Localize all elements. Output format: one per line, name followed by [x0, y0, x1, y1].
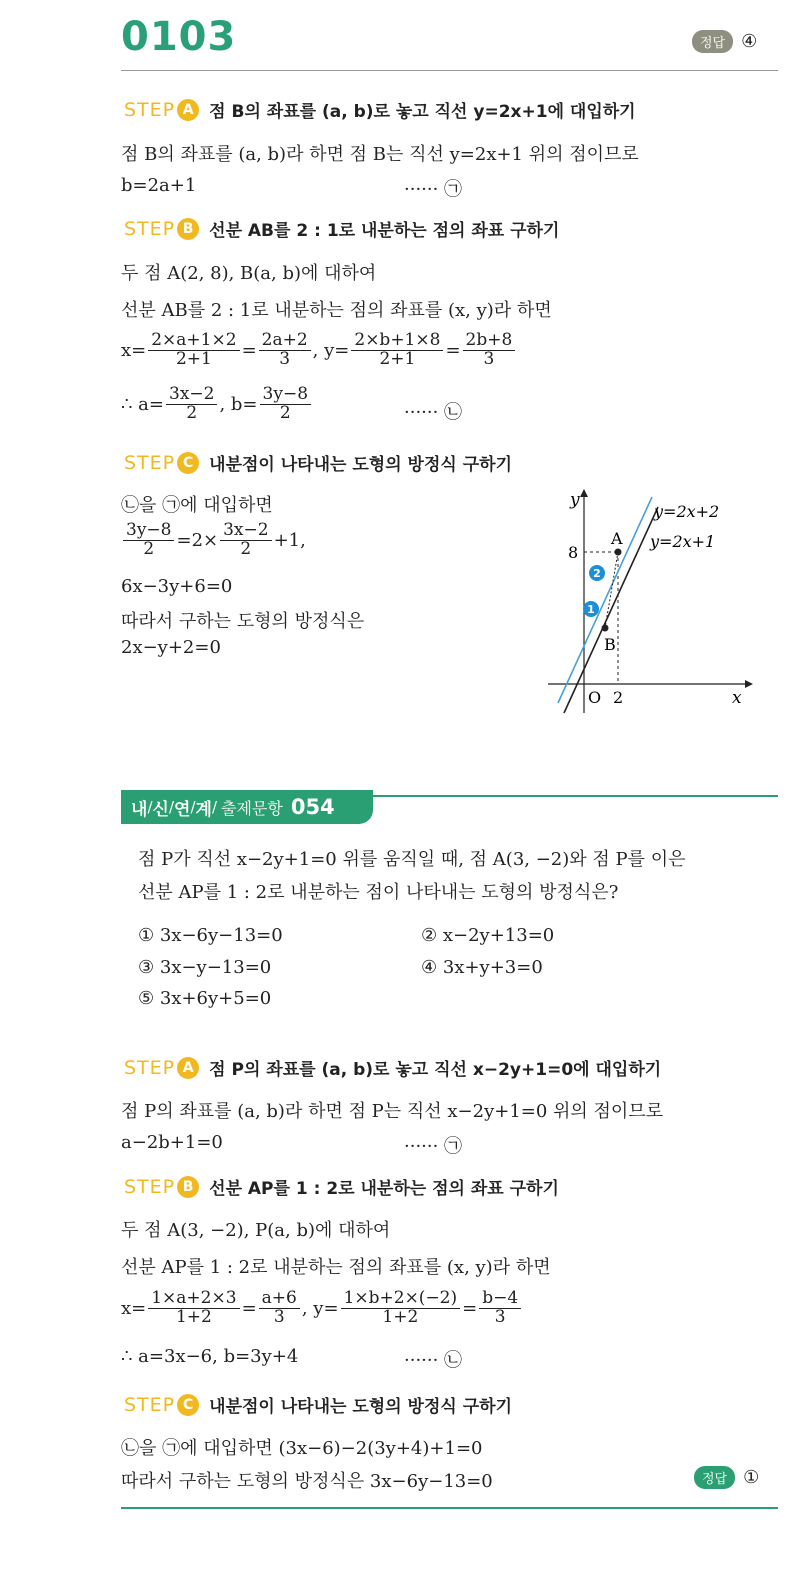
denominator: 3 [273, 1306, 285, 1327]
answer-value: ① [743, 1467, 760, 1488]
choice-item: ① 3x−6y−13=0 [138, 925, 283, 946]
fraction [463, 332, 516, 369]
origin-label: O [588, 688, 602, 707]
step-c-heading [124, 450, 512, 475]
coordinate-equation [121, 1290, 523, 1327]
step-letter-badge: C [177, 1394, 199, 1416]
line-graph [540, 485, 760, 720]
body-text: 두 점 A(3, −2), P(a, b)에 대하여 [121, 1220, 391, 1241]
choice-item: ④ 3x+y+3=0 [421, 957, 543, 978]
denominator: 2 [143, 538, 155, 559]
x-lhs: x= [121, 1297, 147, 1319]
body-text: 점 B의 좌표를 (a, b)라 하면 점 B는 직선 y=2x+1 위의 점이므로 [121, 144, 639, 165]
answer-indicator [692, 30, 757, 53]
denominator: 3 [279, 348, 291, 369]
numerator: 1×b+2×(−2) [341, 1290, 461, 1309]
result-equation: 따라서 구하는 도형의 방정식은 3x−6y−13=0 [121, 1471, 493, 1492]
body-text: 두 점 A(2, 8), B(a, b)에 대하여 [121, 263, 377, 284]
step-b-heading [124, 216, 559, 241]
step-title: 점 B의 좌표를 (a, b)로 놓고 직선 y=2x+1에 대입하기 [209, 102, 636, 122]
step-title: 선분 AB를 2 : 1로 내분하는 점의 좌표 구하기 [209, 221, 560, 241]
fraction [220, 522, 271, 559]
equals: = [241, 1297, 257, 1319]
answer-indicator [694, 1466, 759, 1489]
step-letter-badge: A [177, 1057, 199, 1079]
equation-ref: ······ ㉠ [404, 1136, 463, 1157]
equation: a−2b+1=0 [121, 1132, 223, 1153]
segment-ab [605, 552, 618, 628]
denominator: 1+2 [382, 1306, 419, 1327]
equals: = [241, 339, 257, 361]
step-letter-badge: B [177, 1176, 199, 1198]
question-text: 선분 AP를 1 : 2로 내분하는 점이 나타내는 도형의 방정식은? [138, 882, 619, 903]
numerator: 2b+8 [463, 332, 516, 351]
x-axis-label: x [732, 688, 742, 708]
step-a-heading [124, 97, 636, 122]
b-lhs: , b= [219, 393, 258, 415]
denominator: 2+1 [175, 348, 212, 369]
banner-part: 연 [174, 799, 191, 820]
black-line-label: y=2x+1 [650, 532, 716, 551]
step-label: STEP [124, 1175, 176, 1198]
related-banner [121, 790, 373, 824]
step-label: STEP [124, 98, 176, 121]
denominator: 2 [186, 402, 198, 423]
fraction [123, 522, 174, 559]
therefore-equation [121, 386, 313, 423]
blue-line-label: y=2x+2 [654, 502, 720, 521]
step-title: 점 P의 좌표를 (a, b)로 놓고 직선 x−2y+1=0에 대입하기 [209, 1060, 662, 1080]
banner-slash: / [168, 798, 174, 816]
problem-number: 0103 [121, 14, 237, 60]
step-label: STEP [124, 217, 176, 240]
banner-part: 내 [131, 799, 148, 820]
choice-item: ③ 3x−y−13=0 [138, 957, 272, 978]
step-a-heading [124, 1055, 661, 1080]
fraction [341, 1290, 461, 1327]
equation-ref: ······ ㉠ [404, 179, 463, 200]
equals: = [462, 1297, 478, 1319]
step-title: 내분점이 나타내는 도형의 방정식 구하기 [209, 1397, 512, 1417]
banner-slash: / [190, 798, 196, 816]
equals: = [445, 339, 461, 361]
numerator: 2×a+1×2 [148, 332, 239, 351]
tick-x-label: 2 [613, 688, 624, 707]
step-title: 내분점이 나타내는 도형의 방정식 구하기 [209, 455, 512, 475]
therefore-lhs: ∴ a= [121, 393, 164, 415]
marker-1-label: 1 [587, 603, 595, 616]
coordinate-equation [121, 332, 517, 369]
banner-number: 054 [290, 795, 335, 819]
denominator: 1+2 [175, 1306, 212, 1327]
tick-y-label: 8 [568, 543, 579, 562]
banner-part: 계 [195, 799, 212, 820]
header-divider [121, 70, 778, 71]
numerator: 2×b+1×8 [351, 332, 443, 351]
y-lhs: , y= [312, 339, 350, 361]
line-blue [558, 497, 652, 703]
point-a [615, 549, 622, 556]
numerator: 3x−2 [166, 386, 217, 405]
marker-2-label: 2 [593, 567, 601, 580]
denominator: 3 [494, 1306, 506, 1327]
denominator: 2+1 [379, 348, 416, 369]
step-title: 선분 AP를 1 : 2로 내분하는 점의 좌표 구하기 [209, 1179, 559, 1199]
body-text: 선분 AB를 2 : 1로 내분하는 점의 좌표를 (x, y)라 하면 [121, 300, 552, 321]
result-equation: 2x−y+2=0 [121, 637, 221, 658]
step-letter-badge: A [177, 99, 199, 121]
point-b-label: B [604, 635, 616, 654]
denominator: 2 [240, 538, 252, 559]
numerator: 1×a+2×3 [148, 1290, 239, 1309]
banner-slash: / [211, 798, 217, 816]
fraction [148, 1290, 239, 1327]
question-text: 점 P가 직선 x−2y+1=0 위를 움직일 때, 점 A(3, −2)와 점 P를 이은 [138, 849, 686, 870]
y-axis-arrow [580, 489, 588, 497]
fraction [351, 332, 443, 369]
choice-item: ② x−2y+13=0 [421, 925, 555, 946]
numerator: a+6 [259, 1290, 300, 1309]
plus-one: +1, [273, 529, 306, 551]
therefore-equation: ∴ a=3x−6, b=3y+4 [121, 1346, 299, 1367]
step-label: STEP [124, 1393, 176, 1416]
step-b-heading [124, 1174, 559, 1199]
denominator: 2 [279, 402, 291, 423]
banner-slash: / [147, 798, 153, 816]
fraction [260, 386, 311, 423]
answer-badge: 정답 [694, 1466, 735, 1489]
step-letter-badge: C [177, 452, 199, 474]
step-c-heading [124, 1392, 512, 1417]
point-a-label: A [611, 529, 623, 548]
answer-value: ④ [741, 31, 758, 52]
equation: 6x−3y+6=0 [121, 576, 233, 597]
related-banner-rule [373, 795, 778, 797]
body-text: 따라서 구하는 도형의 방정식은 [121, 611, 365, 632]
answer-badge: 정답 [692, 30, 733, 53]
step-label: STEP [124, 451, 176, 474]
y-lhs: , y= [301, 1297, 339, 1319]
denominator: 3 [483, 348, 495, 369]
body-text: 점 P의 좌표를 (a, b)라 하면 점 P는 직선 x−2y+1=0 위의 점이므로 [121, 1101, 664, 1122]
body-text: 선분 AP를 1 : 2로 내분하는 점의 좌표를 (x, y)라 하면 [121, 1257, 551, 1278]
body-text: ㉡을 ㉠에 대입하면 [121, 495, 273, 516]
body-text: ㉡을 ㉠에 대입하면 (3x−6)−2(3y+4)+1=0 [121, 1438, 483, 1459]
fraction [148, 332, 239, 369]
numerator: 3x−2 [220, 522, 271, 541]
fraction [166, 386, 217, 423]
fraction [259, 332, 311, 369]
y-axis-label: y [570, 490, 580, 510]
banner-tail: 출제문항 [221, 798, 283, 818]
numerator: 3y−8 [260, 386, 311, 405]
x-lhs: x= [121, 339, 147, 361]
numerator: b−4 [479, 1290, 521, 1309]
equals-times: =2× [176, 529, 219, 551]
point-b [602, 625, 609, 632]
equation-ref: ······ ㉡ [404, 1350, 463, 1371]
equation: b=2a+1 [121, 175, 197, 196]
fraction [259, 1290, 300, 1327]
choice-item: ⑤ 3x+6y+5=0 [138, 988, 272, 1009]
numerator: 2a+2 [259, 332, 311, 351]
substitution-equation [121, 522, 306, 559]
numerator: 3y−8 [123, 522, 174, 541]
step-letter-badge: B [177, 218, 199, 240]
banner-part: 신 [152, 799, 169, 820]
step-label: STEP [124, 1056, 176, 1079]
fraction [479, 1290, 521, 1327]
x-axis-arrow [745, 680, 753, 688]
footer-divider [121, 1507, 778, 1509]
equation-ref: ······ ㉡ [404, 402, 463, 423]
